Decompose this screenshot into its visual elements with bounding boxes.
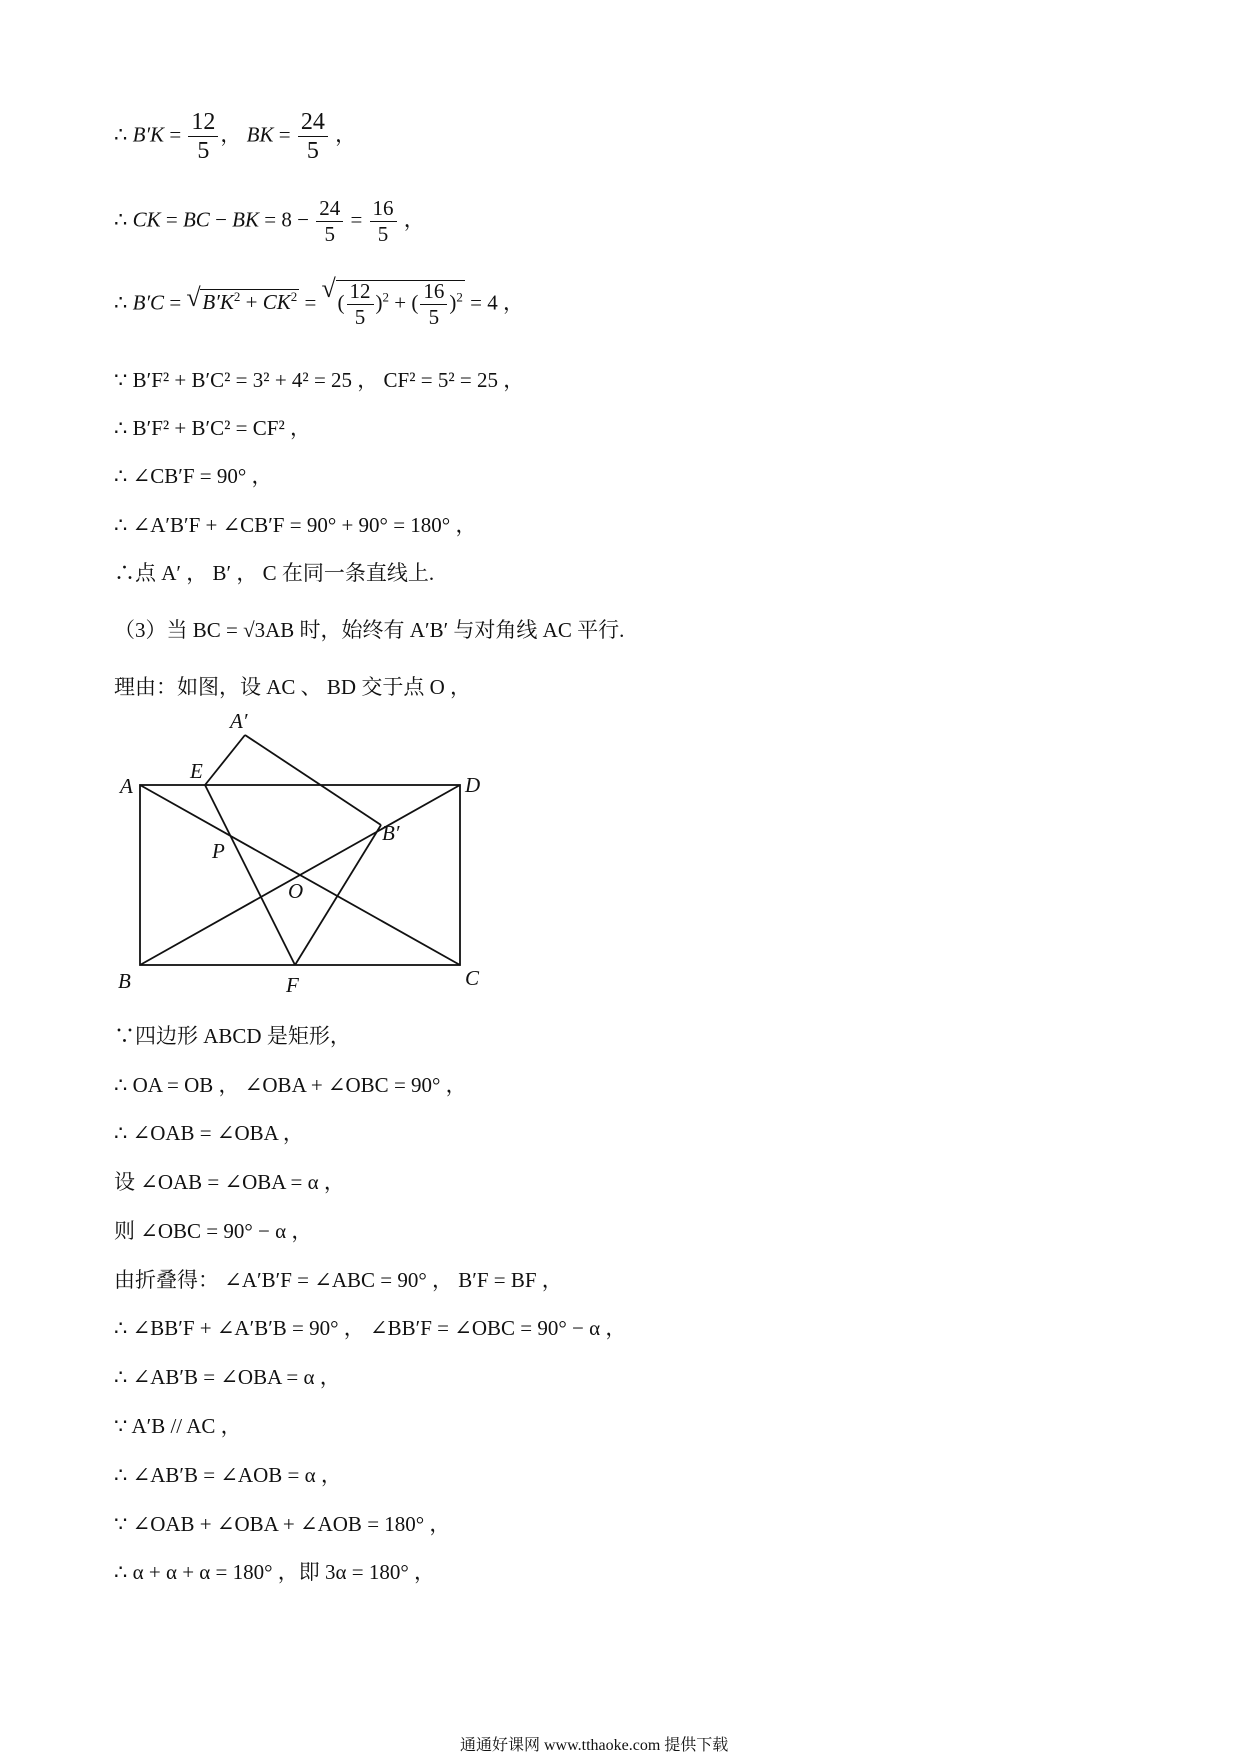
line-8: ∴点 A′ ， B′ ， C 在同一条直线上. bbox=[114, 561, 435, 585]
segment-a1b1 bbox=[245, 735, 381, 825]
line-15: 则 ∠OBC = 90° − α ， bbox=[114, 1219, 313, 1243]
line-7: ∴ ∠A′B′F + ∠CB′F = 90° + 90° = 180° ， bbox=[114, 513, 477, 537]
line-16: 由折叠得： ∠A′B′F = ∠ABC = 90° ， B′F = BF ， bbox=[114, 1268, 563, 1292]
page-footer: 通通好课网 www.tthaoke.com 提供下载 bbox=[460, 1737, 729, 1754]
line-22: ∴ α + α + α = 180° ，即 3α = 180° ， bbox=[114, 1560, 436, 1584]
label-o: O bbox=[288, 879, 304, 903]
label-d: D bbox=[465, 773, 481, 797]
line-11: ∵四边形 ABCD 是矩形， bbox=[114, 1024, 351, 1048]
label-e: E bbox=[190, 759, 203, 783]
segment-ef bbox=[205, 785, 295, 965]
line-12: ∴ OA = OB ， ∠OBA + ∠OBC = 90° ， bbox=[114, 1073, 467, 1097]
label-a: A bbox=[120, 774, 133, 798]
line-20: ∴ ∠AB′B = ∠AOB = α ， bbox=[114, 1463, 342, 1487]
line-2: ∴ CK = BC − BK = 8 − $\frac{24}{5}$ = $\frac{16}{5}$ ， bbox=[114, 196, 425, 246]
line-14: 设 ∠OAB = ∠OBA = α ， bbox=[114, 1170, 345, 1194]
line-5: ∴ B′F² + B′C² = CF² ， bbox=[114, 416, 312, 440]
line-19: ∵ A′B // AC ， bbox=[114, 1414, 242, 1438]
label-f: F bbox=[286, 973, 299, 997]
segment-fb1 bbox=[295, 825, 381, 965]
line-1: ∴ B′K = $\frac{12}{5}$ ， BK = $\frac{24}{5}$ ， bbox=[114, 109, 357, 164]
line-3: ∴ B′C = √ $B'K^2 + CK^2$ = √ ( $\frac{12}{5}$ )$^2$ + ( $\frac{16}{5}$ )$^2$ = 4 ， bbox=[114, 280, 524, 328]
geometry-figure bbox=[110, 710, 490, 1000]
line-17: ∴ ∠BB′F + ∠A′B′B = 90° ， ∠BB′F = ∠OBC = 90° − α ， bbox=[114, 1316, 627, 1340]
line-18: ∴ ∠AB′B = ∠OBA = α ， bbox=[114, 1365, 341, 1389]
label-p: P bbox=[212, 839, 225, 863]
label-a-prime: A′ bbox=[230, 710, 248, 733]
line-10: 理由：如图，设 AC 、 BD 交于点 O ， bbox=[114, 675, 472, 699]
line-6: ∴ ∠CB′F = 90° ， bbox=[114, 464, 273, 488]
line-4: ∵ B′F² + B′C² = 3² + 4² = 25 ， CF² = 5² = 25 ， bbox=[114, 368, 525, 392]
label-b: B bbox=[118, 969, 131, 993]
line-13: ∴ ∠OAB = ∠OBA ， bbox=[114, 1121, 304, 1145]
line-9: （3）当 BC = √3AB 时，始终有 A′B′ 与对角线 AC 平行. bbox=[114, 618, 625, 642]
line-21: ∵ ∠OAB + ∠OBA + ∠AOB = 180° ， bbox=[114, 1512, 451, 1536]
label-c: C bbox=[465, 966, 480, 990]
label-b-prime: B′ bbox=[382, 821, 400, 845]
segment-ea1 bbox=[205, 735, 245, 785]
